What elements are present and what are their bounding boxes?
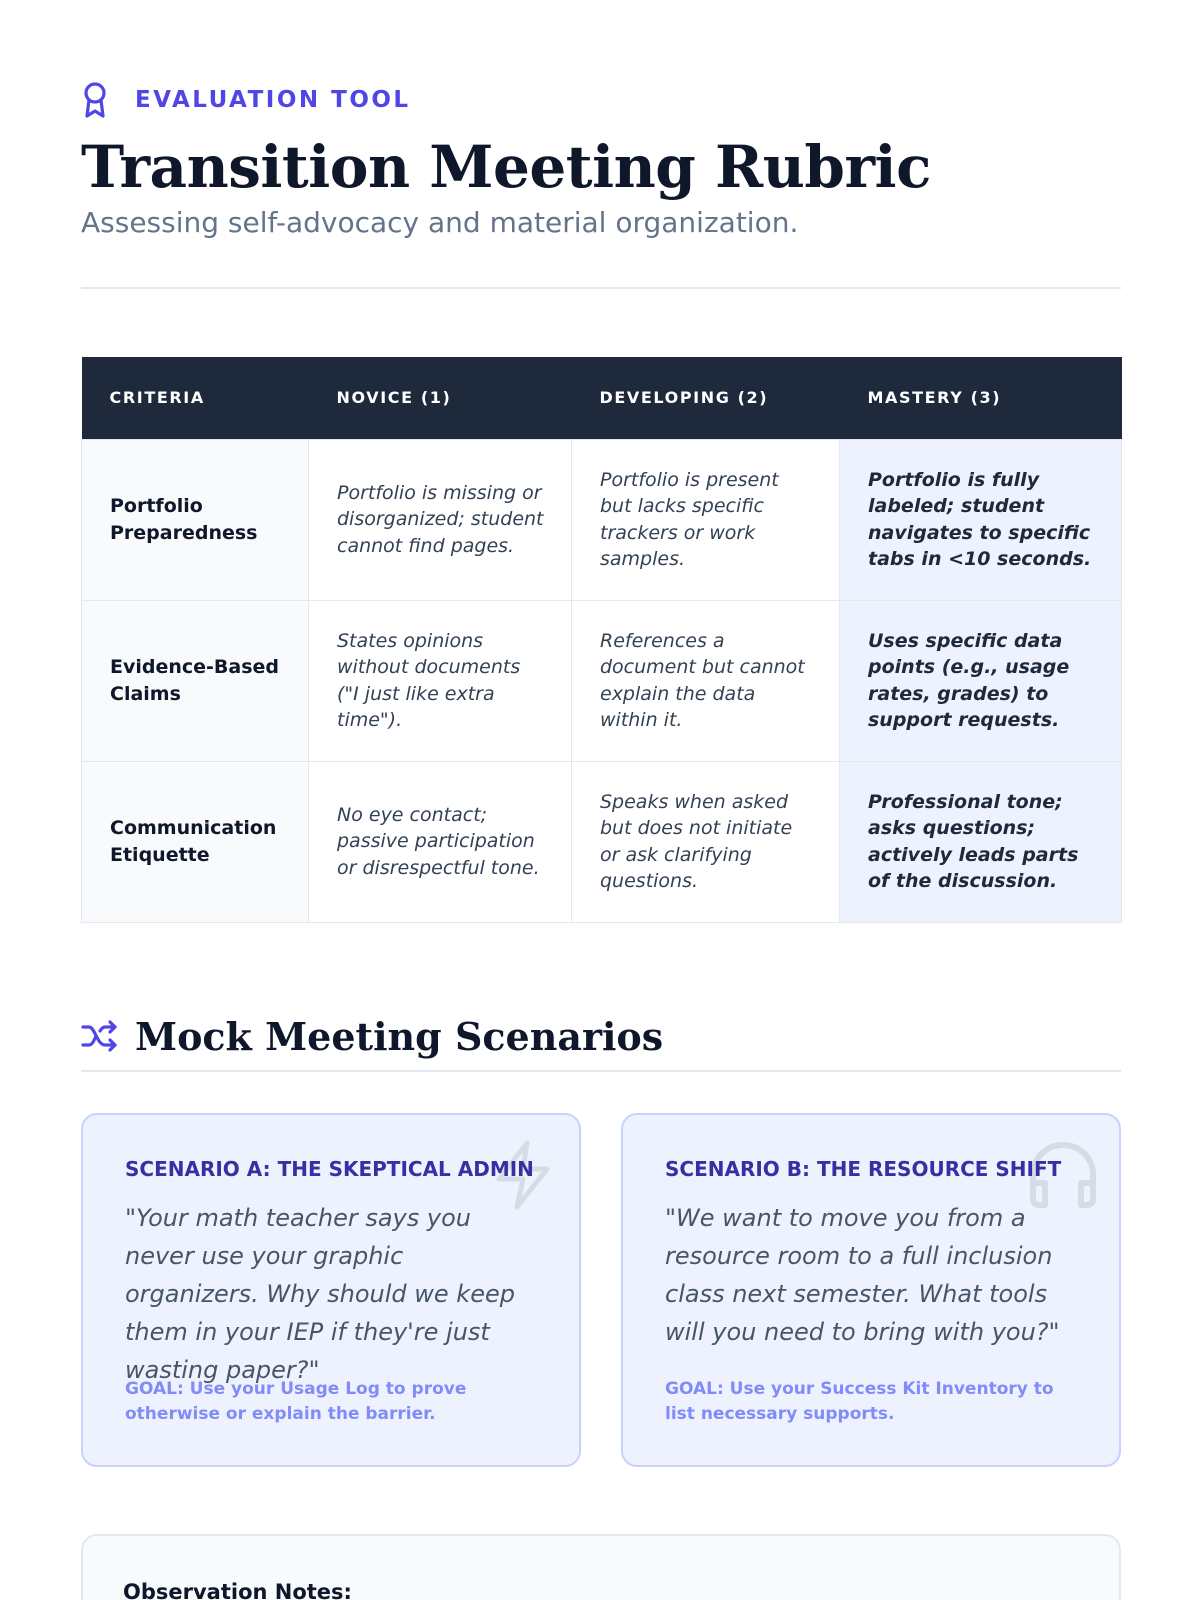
column-header-mastery: MASTERY (3) — [867, 388, 1002, 408]
table-row — [82, 439, 1122, 600]
scenario-card-a — [81, 1113, 581, 1467]
table-row — [82, 761, 1122, 922]
eyebrow — [81, 80, 411, 120]
mastery-cell: Professional tone; asks questions; actively leads parts of the discussion. — [840, 761, 1122, 922]
criteria-cell: Portfolio Preparedness — [82, 439, 309, 600]
page-title: Transition Meeting Rubric — [81, 133, 931, 201]
scenarios-heading-text: Mock Meeting Scenarios — [135, 1013, 664, 1059]
scenario-title: SCENARIO A: THE SKEPTICAL ADMIN — [125, 1157, 534, 1181]
divider — [81, 287, 1121, 289]
rubric-table — [81, 357, 1122, 923]
criteria-cell: Evidence-Based Claims — [82, 600, 309, 761]
mastery-cell: Uses specific data points (e.g., usage rates, grades) to support requests. — [840, 600, 1122, 761]
award-icon — [81, 80, 119, 120]
novice-cell: No eye contact; passive participation or disrespectful tone. — [309, 761, 572, 922]
shuffle-icon — [81, 1016, 121, 1056]
divider — [81, 1070, 1121, 1072]
eyebrow-label: EVALUATION TOOL — [135, 87, 411, 113]
column-header-criteria: CRITERIA — [109, 388, 205, 408]
rubric-header-row — [82, 357, 1122, 439]
mastery-cell: Portfolio is fully labeled; student navigates to specific tabs in <10 seconds. — [840, 439, 1122, 600]
criteria-cell: Communication Etiquette — [82, 761, 309, 922]
developing-cell: References a document but cannot explain the data within it. — [572, 600, 840, 761]
novice-cell: States opinions without documents ("I just like extra time"). — [309, 600, 572, 761]
scenario-goal: GOAL: Use your Success Kit Inventory to list necessary supports. — [665, 1379, 1054, 1424]
column-header-developing: DEVELOPING (2) — [599, 388, 769, 408]
developing-cell: Speaks when asked but does not initiate or ask clarifying questions. — [572, 761, 840, 922]
table-row — [82, 600, 1122, 761]
scenario-quote: "We want to move you from a resource room to a full inclusion class next semester. What tools will you need to bring with you?" — [665, 1204, 1060, 1346]
developing-cell: Portfolio is present but lacks specific trackers or work samples. — [572, 439, 840, 600]
observation-notes-label: Observation Notes: — [123, 1580, 352, 1600]
scenario-quote: "Your math teacher says you never use your graphic organizers. Why should we keep them in your IEP if they're just wasting paper?" — [125, 1204, 515, 1384]
scenario-title: SCENARIO B: THE RESOURCE SHIFT — [665, 1157, 1062, 1181]
scenario-card-b — [621, 1113, 1121, 1467]
scenario-goal: GOAL: Use your Usage Log to prove otherwise or explain the barrier. — [125, 1379, 467, 1424]
scenarios-heading — [81, 1008, 1121, 1064]
observation-notes-box — [81, 1534, 1121, 1600]
page-subtitle: Assessing self-advocacy and material organization. — [81, 206, 799, 239]
column-header-novice: NOVICE (1) — [336, 388, 452, 408]
novice-cell: Portfolio is missing or disorganized; student cannot find pages. — [309, 439, 572, 600]
